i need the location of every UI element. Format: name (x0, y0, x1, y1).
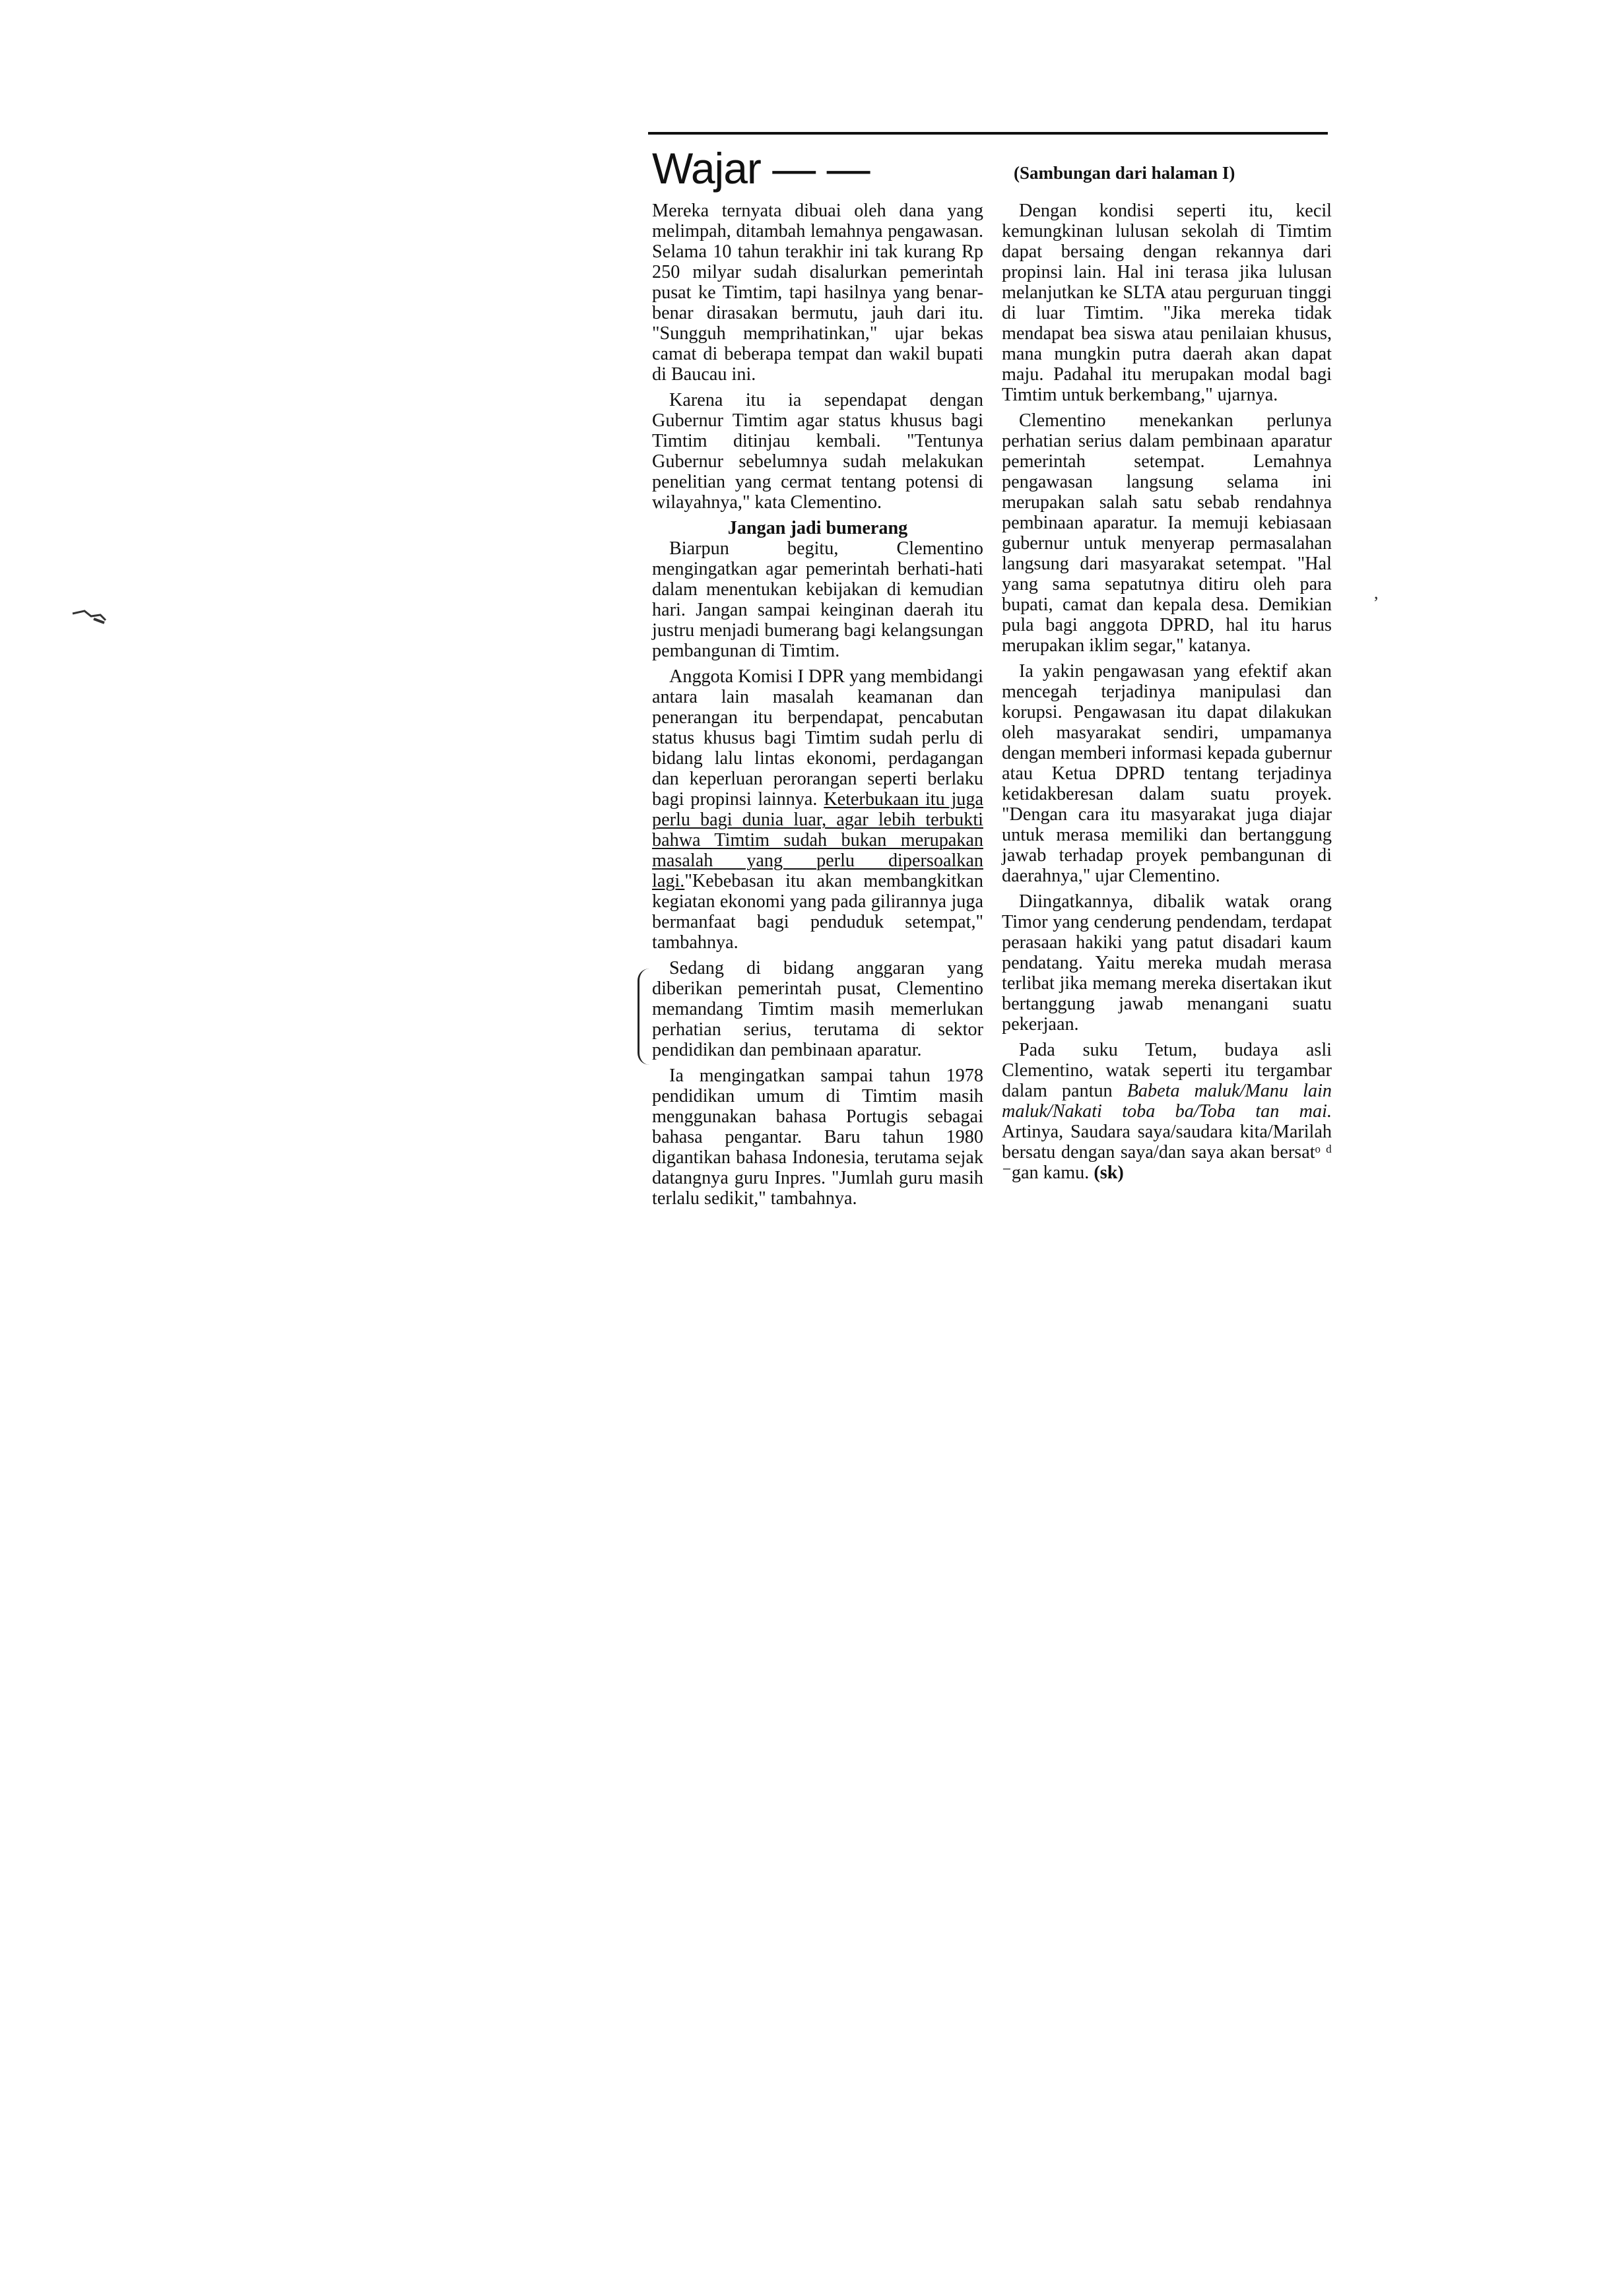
left-paragraph-4 (652, 666, 983, 953)
right-column (1002, 201, 1332, 1188)
pantun: Babeta maluk/Manu lain maluk/Nakati toba ba/Toba tan mai. (1002, 1081, 1332, 1122)
left-paragraph-5: Sedang di bidang anggaran yang diberikan pemerintah pusat, Clementino memandang Timtim masih memerlukan perhatian serius, terutama di sektor pendidikan dan pembinaan aparatur. (652, 958, 983, 1060)
subheading: Jangan jadi bumerang (727, 518, 908, 538)
left-paragraph-1: Mereka ternyata dibuai oleh dana yang melimpah, ditambah lemahnya pengawasan. Selama 10 tahun terakhir ini tak kurang Rp 250 milyar sudah disalurkan pemerintah pusat ke Timtim, tapi hasilnya yang benar-benar dirasakan bermutu, jauh dari itu. "Sungguh memprihatinkan," ujar bekas camat di beberapa tempat dan wakil bupati di Baucau ini. (652, 201, 983, 385)
right-paragraph-1: Dengan kondisi seperti itu, kecil kemungkinan lulusan sekolah di Timtim dapat bersaing dengan rekannya dari propinsi lain. Hal ini terasa jika lulusan melanjutkan ke SLTA atau perguruan tinggi di luar Timtim. "Jika mereka tidak mendapat bea siswa atau penilaian khusus, mana mungkin putra daerah akan dapat maju. Padahal itu merupakan modal bagi Timtim untuk berkembang," ujarnya. (1002, 201, 1332, 405)
right-paragraph-5-start: Pada suku Tetum, budaya asli Clementino, watak seperti itu tergambar dalam pantun (1002, 1040, 1332, 1101)
right-paragraph-5-end: Artinya, Saudara saya/saudara kita/Marilah bersatu dengan saya/dan saya akan bersatᵒ ᵈ ⁻gan kamu. (1002, 1122, 1332, 1183)
right-paragraph-5 (1002, 1040, 1332, 1183)
top-rule (648, 132, 1328, 135)
left-paragraph-2: Karena itu ia sependapat dengan Gubernur Timtim agar status khusus bagi Timtim ditinjau kembali. "Tentunya Gubernur sebelumnya sudah melakukan penelitian yang cermat tentang potensi di wilayahnya," kata Clementino. (652, 390, 983, 513)
left-column (652, 201, 983, 1214)
scan-speck-mark (71, 608, 108, 625)
right-paragraph-4: Diingatkannya, dibalik watak orang Timor yang cenderung pendendam, terdapat perasaan hakiki yang patut disadari kaum pendatang. Yaitu mereka mudah merasa terlibat jika memang mereka disertakan ikut bertanggung jawab menangani suatu pekerjaan. (1002, 891, 1332, 1035)
marked-passage: Keterbukaan itu juga perlu bagi dunia luar, agar lebih terbukti bahwa Timtim sudah bukan merupakan masalah yang perlu dipersoalkan lagi. (652, 789, 984, 891)
margin-tick-mark: , (1374, 583, 1379, 602)
right-paragraph-2: Clementino menekankan perlunya perhatian serius dalam pembinaan aparatur pemerintah setempat. Lemahnya pengawasan langsung selama ini merupakan salah satu sebab rendahnya pembinaan aparatur. Ia memuji kebiasaan gubernur untuk menyerap permasalahan langsung dari masyarakat setempat. "Hal yang sama sepatutnya ditiru oleh para bupati, camat dan kepala desa. Demikian pula bagi anggota DPRD, hal itu harus merupakan iklim segar," katanya. (1002, 410, 1332, 656)
margin-bracket-mark (638, 969, 654, 1065)
right-paragraph-3: Ia yakin pengawasan yang efektif akan mencegah terjadinya manipulasi dan korupsi. Pengawasan itu dapat dilakukan oleh masyarakat sendiri, umpamanya dengan memberi informasi kepada gubernur atau Ketua DPRD tentang terjadinya ketidakberesan dalam suatu proyek. "Dengan cara itu masyarakat juga diajar untuk merasa memiliki dan bertanggung jawab terhadap proyek pembangunan di daerahnya," ujar Clementino. (1002, 661, 1332, 886)
continuation-note: (Sambungan dari halaman I) (1014, 163, 1235, 183)
headline: Wajar — — (652, 144, 870, 193)
left-paragraph-4-end: "Kebebasan itu akan membangkitkan kegiatan ekonomi yang pada gilirannya juga bermanfaat bagi penduduk setempat," tambahnya. (652, 871, 983, 953)
left-paragraph-4-start: Anggota Komisi I DPR yang membidangi antara lain masalah keamanan dan penerangan itu berpendapat, pencabutan status khusus bagi Timtim sudah perlu di bidang lalu lintas ekonomi, perdagangan dan keperluan perorangan seperti berlaku bagi propinsi lainnya. (652, 666, 983, 810)
left-paragraph-6: Ia mengingatkan sampai tahun 1978 pendidikan umum di Timtim masih menggunakan bahasa Portugis sebagai bahasa pengantar. Baru tahun 1980 digantikan bahasa Indonesia, terutama sejak datangnya guru Inpres. "Jumlah guru masih terlalu sedikit," tambahnya. (652, 1066, 983, 1209)
left-paragraph-3: Biarpun begitu, Clementino mengingatkan agar pemerintah berhati-hati dalam menentukan kebijakan di kemudian hari. Jangan sampai keinginan daerah itu justru menjadi bumerang bagi kelangsungan pembangunan di Timtim. (652, 538, 983, 661)
author-signature: (sk) (1094, 1163, 1124, 1183)
